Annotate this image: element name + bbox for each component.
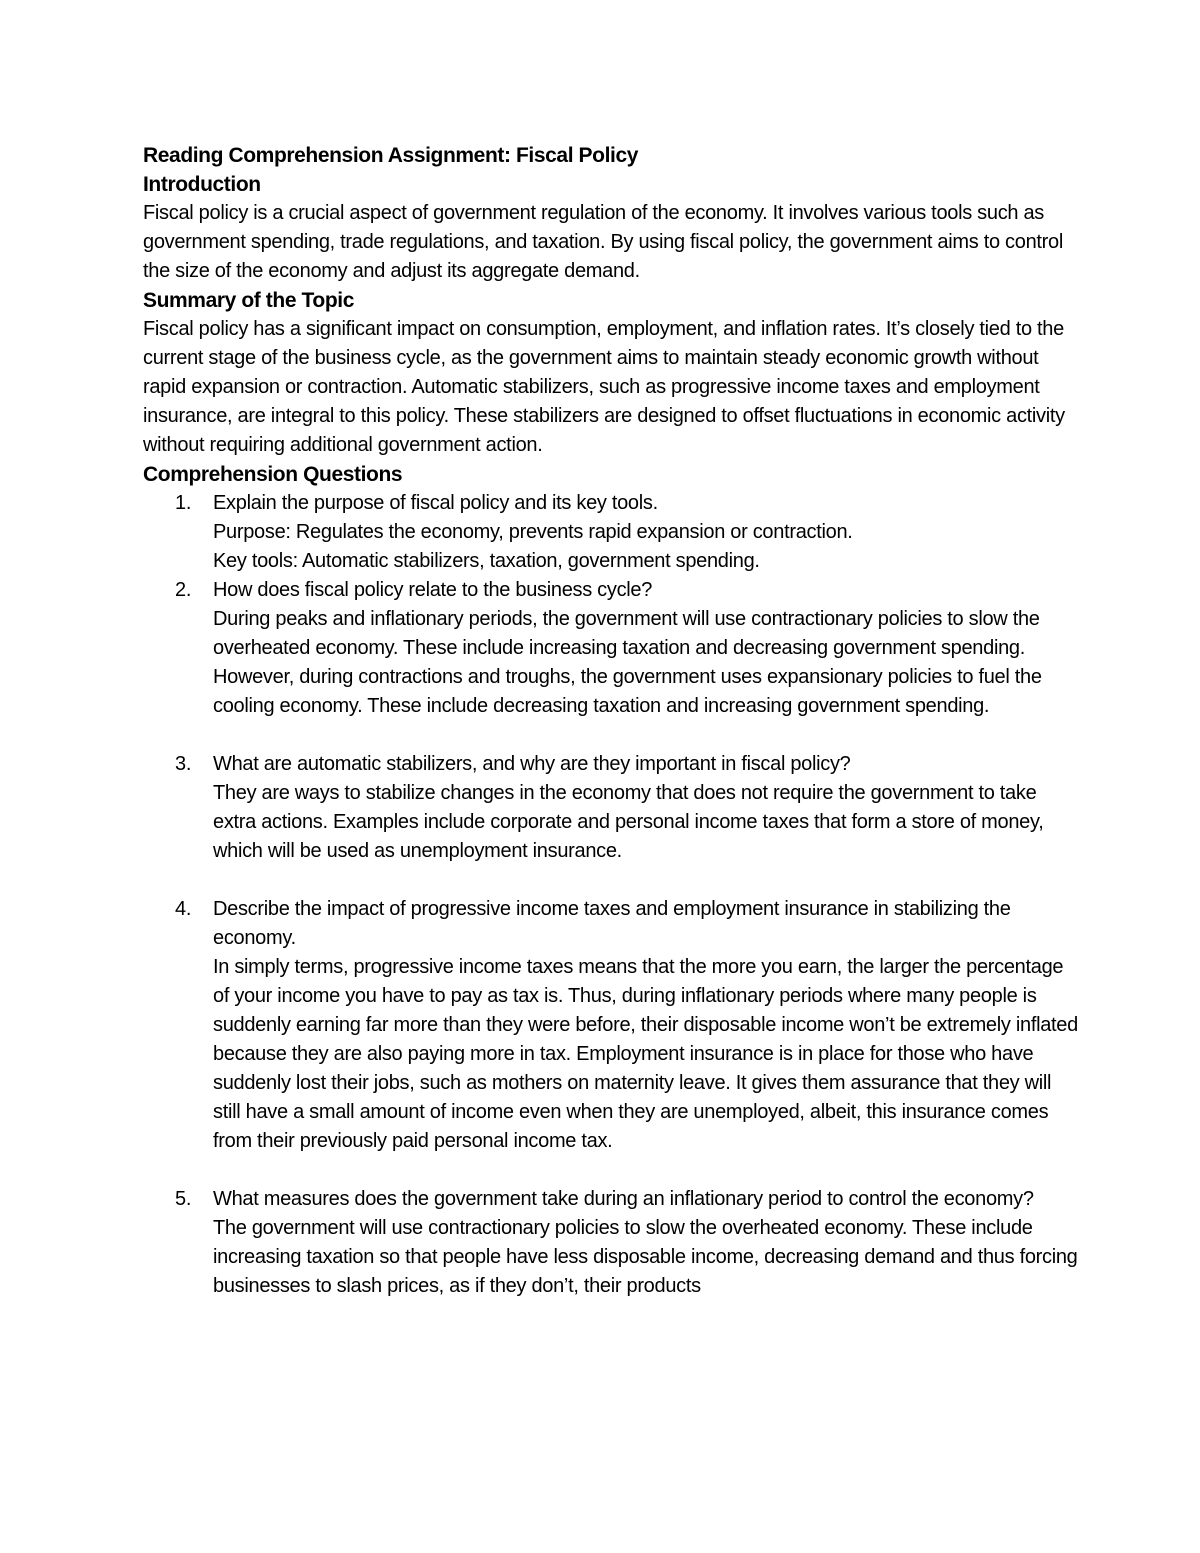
question-text: What measures does the government take during an inflationary period to control the economy? xyxy=(213,1188,1034,1210)
question-item-3 xyxy=(143,750,1078,895)
intro-heading: Introduction xyxy=(143,173,261,196)
blank-line xyxy=(213,866,1078,895)
question-number: 5. xyxy=(175,1188,192,1210)
answer-line: Key tools: Automatic stabilizers, taxation, government spending. xyxy=(213,550,760,572)
question-item-4 xyxy=(143,895,1078,1185)
document-title: Reading Comprehension Assignment: Fiscal Policy xyxy=(143,144,639,167)
blank-line xyxy=(213,1156,1078,1185)
answer-text: They are ways to stabilize changes in the economy that does not require the government to take extra actions. Examples include corporate and personal income taxes that form a store of money, which will be used as unemployment insurance. xyxy=(213,782,1044,862)
questions-heading: Comprehension Questions xyxy=(143,463,403,486)
answer-line: Purpose: Regulates the economy, prevents rapid expansion or contraction. xyxy=(213,521,853,543)
blank-line xyxy=(213,721,1078,750)
answer-text: The government will use contractionary policies to slow the overheated economy. These include increasing taxation so that people have less disposable income, decreasing demand and thus forcing businesses to slash prices, as if they don’t, their products xyxy=(213,1217,1078,1297)
question-text: Explain the purpose of fiscal policy and its key tools. xyxy=(213,492,658,514)
question-number: 4. xyxy=(175,898,192,920)
summary-paragraph: Fiscal policy has a significant impact on consumption, employment, and inflation rates. It’s closely tied to the current stage of the business cycle, as the government aims to maintain steady economic growth without rapid expansion or contraction. Automatic stabilizers, such as progressive income taxes and employment insurance, are integral to this policy. These stabilizers are designed to offset fluctuations in economic activity without requiring additional government action. xyxy=(143,318,1065,456)
question-item-1 xyxy=(143,489,1078,576)
answer-text: In simply terms, progressive income taxes means that the more you earn, the larger the percentage of your income you have to pay as tax is. Thus, during inflationary periods where many people is suddenly earning far more than they were before, their disposable income won’t be extremely inflated because they are also paying more in tax. Employment insurance is in place for those who have suddenly lost their jobs, such as mothers on maternity leave. It gives them assurance that they will still have a small amount of income even when they are unemployed, albeit, this insurance comes from their previously paid personal income tax. xyxy=(213,956,1078,1152)
question-text: Describe the impact of progressive income taxes and employment insurance in stabilizing the economy. xyxy=(213,898,1011,949)
questions-list xyxy=(143,489,1078,1301)
question-number: 3. xyxy=(175,753,192,775)
question-text: What are automatic stabilizers, and why are they important in fiscal policy? xyxy=(213,753,851,775)
question-item-2 xyxy=(143,576,1078,750)
intro-paragraph: Fiscal policy is a crucial aspect of government regulation of the economy. It involves various tools such as government spending, trade regulations, and taxation. By using fiscal policy, the government aims to control the size of the economy and adjust its aggregate demand. xyxy=(143,202,1063,282)
document-page xyxy=(143,141,1078,1301)
question-number: 2. xyxy=(175,579,192,601)
question-text: How does fiscal policy relate to the business cycle? xyxy=(213,579,653,601)
summary-heading: Summary of the Topic xyxy=(143,289,354,312)
question-number: 1. xyxy=(175,492,192,514)
question-item-5 xyxy=(143,1185,1078,1301)
answer-text: During peaks and inflationary periods, the government will use contractionary policies to slow the overheated economy. These include increasing taxation and decreasing government spending. However, during contractions and troughs, the government uses expansionary policies to fuel the cooling economy. These include decreasing taxation and increasing government spending. xyxy=(213,608,1042,717)
